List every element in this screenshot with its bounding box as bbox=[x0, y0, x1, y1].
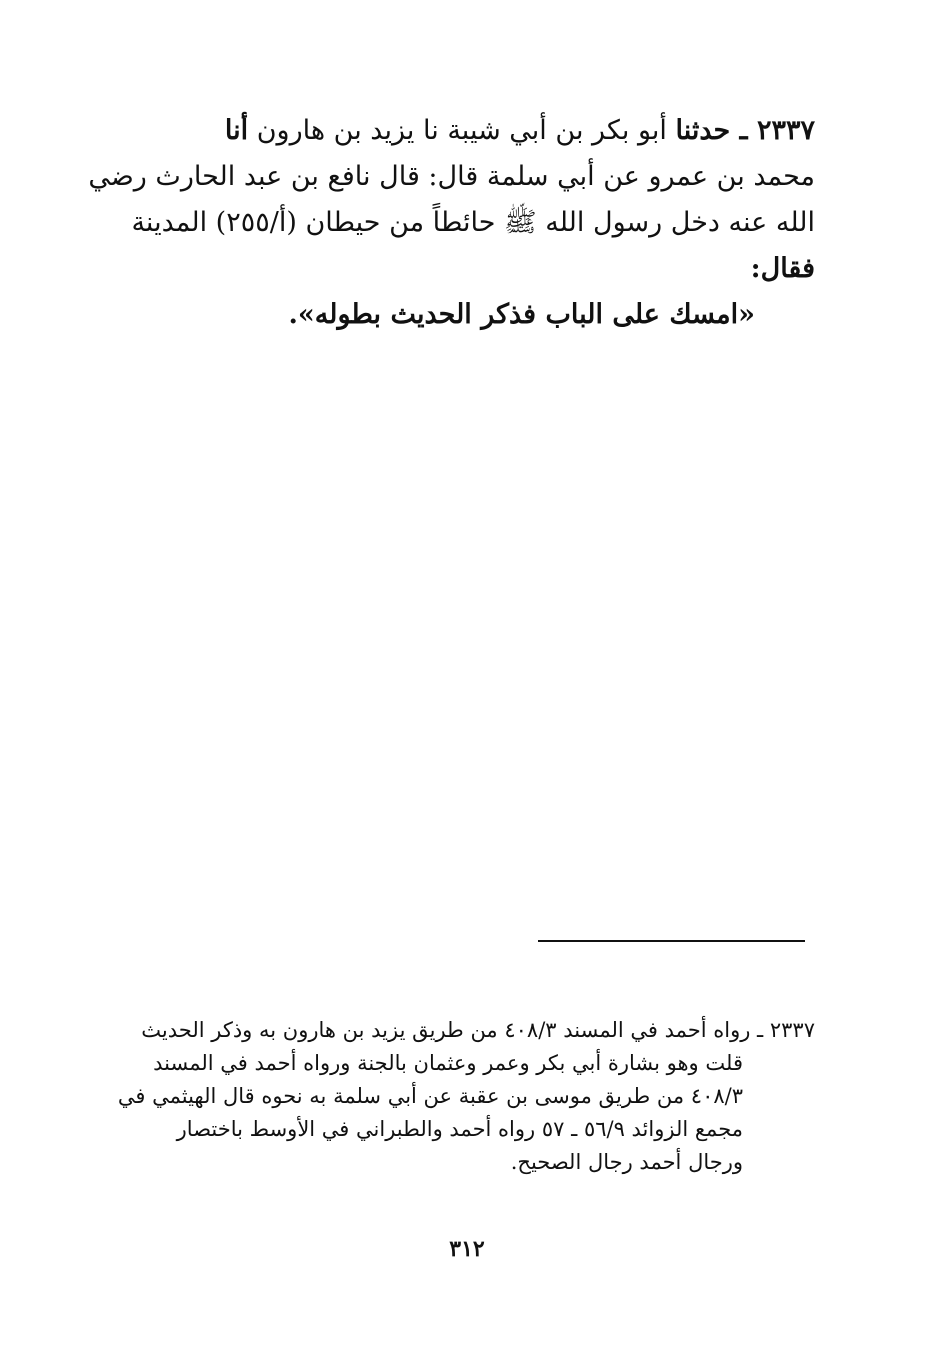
footnote-divider bbox=[538, 940, 805, 942]
hadith-line-1-text: أبو بكر بن أبي شيبة نا يزيد بن هارون bbox=[248, 115, 676, 146]
footnote bbox=[117, 1014, 815, 1179]
footnote-line: مجمع الزوائد ٥٦/٩ ـ ٥٧ رواه أحمد والطبراني في الأوسط باختصار bbox=[176, 1117, 743, 1141]
hadith-opening-word: حدثنا bbox=[675, 115, 731, 146]
hadith-line-2: محمد بن عمرو عن أبي سلمة قال: قال نافع بن عبد الحارث رضي bbox=[88, 161, 815, 192]
footnote-line: ورجال أحمد رجال الصحيح. bbox=[510, 1150, 743, 1174]
hadith-number: ٢٣٣٧ bbox=[756, 115, 815, 146]
footnote-line: ٤٠٨/٣ من طريق موسى بن عقبة عن أبي سلمة به نحوه قال الهيثمي في bbox=[117, 1084, 743, 1108]
hadith-line-4: فقال: bbox=[750, 253, 815, 284]
hadith-quote: «امسك على الباب فذكر الحديث بطوله». bbox=[288, 299, 755, 330]
hadith-separator: ـ bbox=[730, 115, 757, 146]
footnote-line: ٢٣٣٧ ـ رواه أحمد في المسند ٤٠٨/٣ من طريق يزيد بن هارون به وذكر الحديث bbox=[141, 1018, 815, 1042]
hadith-line-1-end: أنا bbox=[224, 115, 249, 146]
hadith-line-1 bbox=[135, 108, 815, 154]
hadith-text bbox=[88, 108, 815, 338]
footnote-line: قلت وهو بشارة أبي بكر وعمر وعثمان بالجنة ورواه أحمد في المسند bbox=[153, 1051, 743, 1075]
page-number: ٣١٢ bbox=[449, 1236, 485, 1262]
hadith-line-3: الله عنه دخل رسول الله ﷺ حائطاً من حيطان (أ/٢٥٥) المدينة bbox=[131, 207, 815, 238]
